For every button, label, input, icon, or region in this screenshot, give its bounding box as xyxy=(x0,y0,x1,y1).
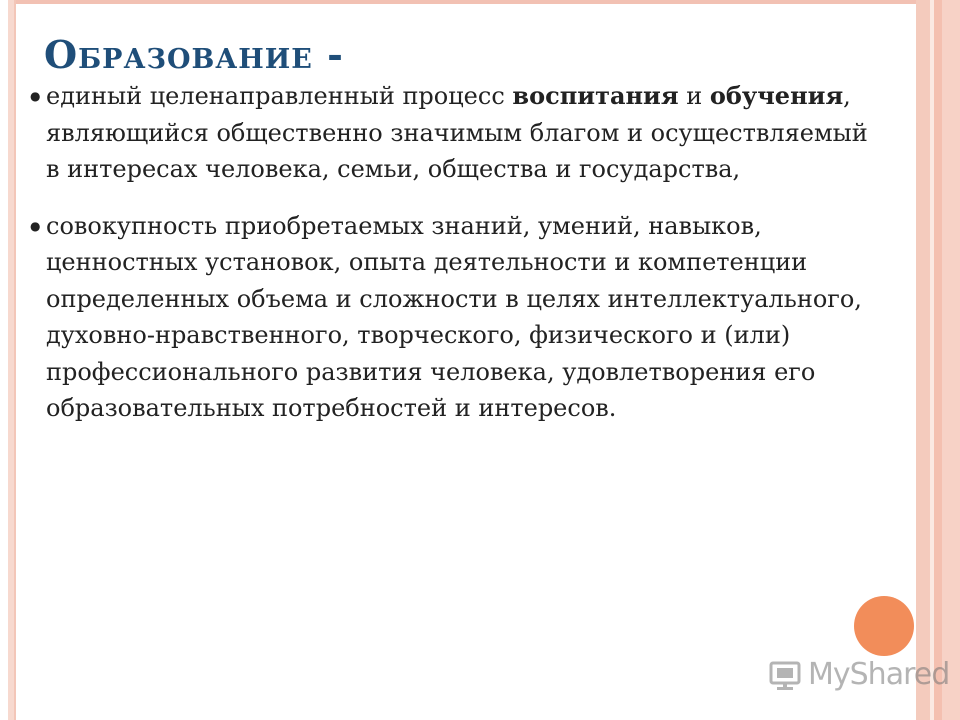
watermark-text: MyShared xyxy=(808,656,950,692)
bullet-text: единый целенаправленный процесс xyxy=(46,82,513,110)
slides-icon xyxy=(768,657,802,691)
watermark-logo xyxy=(768,652,949,696)
bullet-item xyxy=(30,208,876,427)
frame-top-border xyxy=(14,0,928,4)
bullet-dot-icon: ● xyxy=(30,89,41,103)
bold-term: воспитания xyxy=(512,81,679,110)
bullet-item xyxy=(30,78,876,188)
bullet-text: , являющийся общественно значимым благом и осуществляемый в интересах человека, семьи, общества и государства, xyxy=(46,82,868,183)
slide-content xyxy=(30,78,876,447)
bullet-text: и xyxy=(678,82,710,110)
right-stripe xyxy=(934,0,942,720)
slide-title: Образование - xyxy=(44,32,344,77)
bold-term: обучения xyxy=(709,81,844,110)
right-stripe xyxy=(916,0,930,720)
decorative-circle xyxy=(854,596,914,656)
bullet-text: совокупность приобретаемых знаний, умений, навыков, ценностных установок, опыта деятельности и компетенции определенных объема и сложности в целях интеллектуального, духовно-нравственного, творческого, физического и (или) профессионального развития человека, удовлетворения его образовательных потребностей и интересов. xyxy=(46,211,862,422)
right-stripe xyxy=(942,0,960,720)
bullet-dot-icon: ● xyxy=(30,218,41,233)
frame-left-line xyxy=(14,0,16,720)
